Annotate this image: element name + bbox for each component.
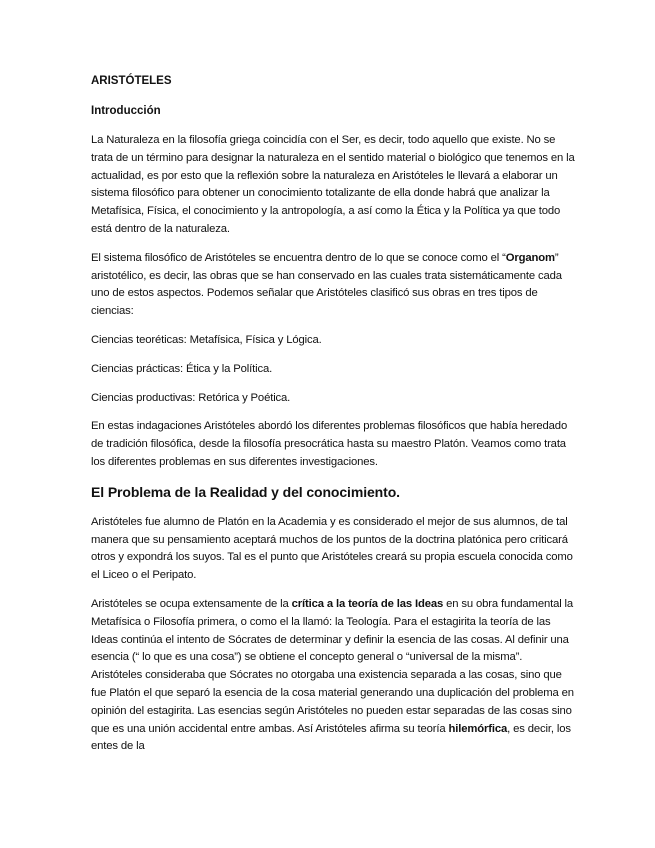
- paragraph-text: ” aristotélico, es decir, las obras que se han conservado en las cuales trata sistemáticamente cada uno de estos aspectos. Podemos señalar que Aristóteles clasificó sus obras en tres tipos de ciencias:: [91, 251, 562, 318]
- paragraph-text: , es decir, los entes de la: [91, 722, 571, 753]
- paragraph-academy: Aristóteles fue alumno de Platón en la Academia y es considerado el mejor de sus alumnos, de tal manera que su pensamiento aceptará muchos de los puntos de la doctrina platónica pero criticará otros y expondrá los suyos. Tal es el punto que Aristóteles creará su propia escuela conocida como el Liceo o el Peripato.: [91, 515, 573, 582]
- document-title: ARISTÓTELES: [91, 75, 172, 87]
- paragraph-investigations: En estas indagaciones Aristóteles abordó los diferentes problemas filosóficos que había heredado de tradición filosófica, desde la filosofía presocrática hasta su maestro Platón. Veamos como trata los diferentes problemas en sus diferentes investigaciones.: [91, 420, 568, 468]
- science-practical: Ciencias prácticas: Ética y la Política.: [91, 362, 273, 375]
- paragraph-text: en su obra fundamental la Metafísica o Filosofía primera, o como el la llamó: la Teología. Para el estagirita la teoría de las Ideas continúa el intento de Sócrates de determinar y definir la esencia de las cosas. Al definir una esencia (“ lo que es una cosa”) se obtiene el concepto general o “universal de la misma”. Aristóteles consideraba que Sócrates no otorgaba una existencia separada a las cosas, sino que fue Platón el que separó la esencia de la cosa material generando una duplicación del problema en opinión del estagirita. Las esencias según Aristóteles no pueden estar separadas de las cosas sino que es una unión accidental entre ambas. Así Aristóteles afirma su teoría: [91, 597, 574, 735]
- paragraph-text: El sistema filosófico de Aristóteles se encuentra dentro de lo que se conoce como el “: [91, 251, 506, 264]
- paragraph-ideas-critique: [91, 596, 575, 756]
- science-productive: Ciencias productivas: Retórica y Poética.: [91, 391, 291, 404]
- paragraph-intro: La Naturaleza en la filosofía griega coincidía con el Ser, es decir, todo aquello que existe. No se trata de un término para designar la naturaleza en el sentido material o biológico que tenemos en la actualidad, es por esto que la reflexión sobre la naturaleza en Aristóteles le llevará a elaborar un sistema filosófico para obtener un conocimiento totalizante de ella donde habrá que analizar la Metafísica, Física, el conocimiento y la antropología, a así como la Ética y la Política ya que todo está dentro de la naturaleza.: [91, 134, 575, 235]
- paragraph-organon: [91, 250, 575, 321]
- section-heading: El Problema de la Realidad y del conocimiento.: [91, 483, 400, 500]
- bold-term-organom: Organom: [505, 251, 555, 264]
- science-theoretical: Ciencias teoréticas: Metafísica, Física y Lógica.: [91, 333, 322, 346]
- bold-term-critica: crítica a la teoría de las Ideas: [291, 597, 444, 610]
- section-subtitle: Introducción: [91, 105, 161, 117]
- paragraph-text: Aristóteles se ocupa extensamente de la: [91, 597, 292, 610]
- bold-term-hilemorfica: hilemórfica: [448, 722, 508, 735]
